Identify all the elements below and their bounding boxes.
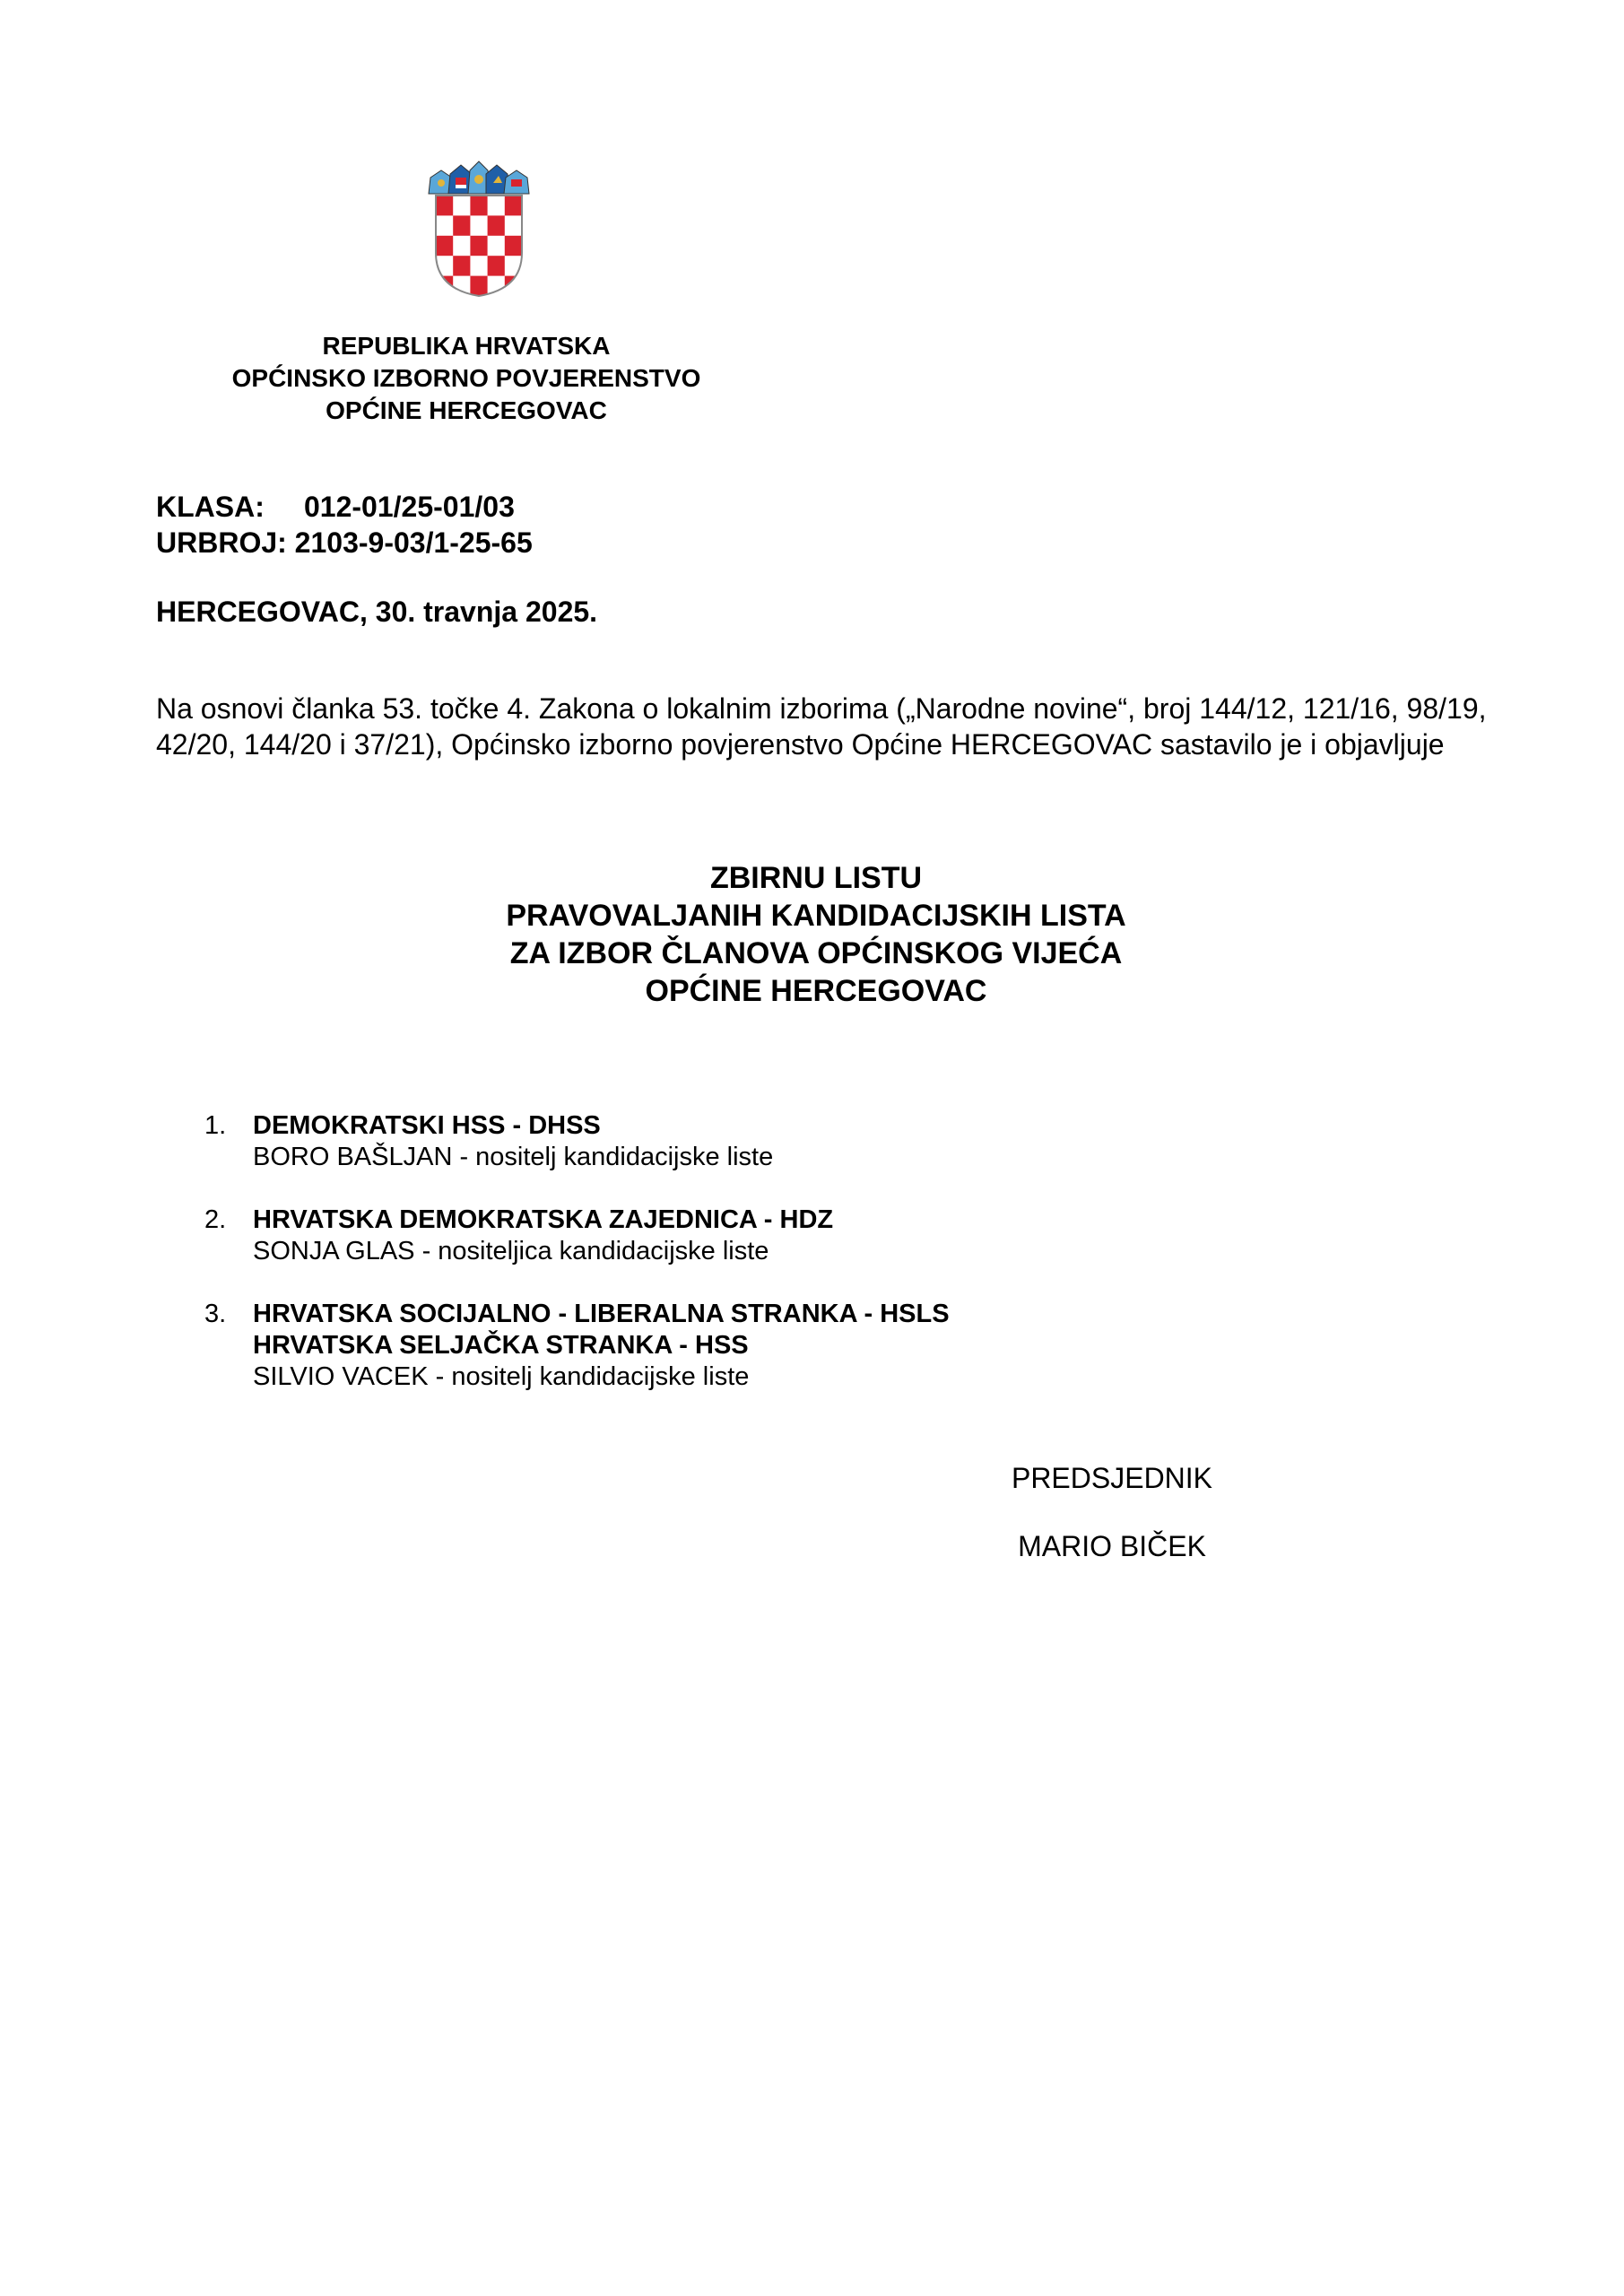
list-number: 2. — [204, 1205, 227, 1234]
signatory-title: PREDSJEDNIK — [1011, 1462, 1213, 1494]
document-heading — [359, 859, 1273, 1010]
list-item — [204, 1205, 1370, 1267]
authority-line: REPUBLIKA HRVATSKA — [322, 332, 611, 360]
party-name: HRVATSKA SELJAČKA STRANKA - HSS — [253, 1331, 749, 1360]
party-name: HRVATSKA DEMOKRATSKA ZAJEDNICA - HDZ — [253, 1205, 834, 1234]
list-holder: SILVIO VACEK - nositelj kandidacijske liste — [253, 1362, 750, 1391]
party-name: DEMOKRATSKI HSS - DHSS — [253, 1111, 601, 1140]
crown-icon — [429, 161, 529, 194]
urbroj-value: 2103-9-03/1-25-65 — [294, 526, 533, 559]
klasa-value: 012-01/25-01/03 — [304, 491, 515, 523]
heading-line: ZA IZBOR ČLANOVA OPĆINSKOG VIJEĆA — [509, 936, 1123, 970]
signature-block — [977, 1460, 1246, 1564]
heading-line: OPĆINE HERCEGOVAC — [645, 974, 987, 1008]
signatory-name: MARIO BIČEK — [1018, 1530, 1206, 1562]
heading-line: ZBIRNU LISTU — [709, 861, 923, 895]
party-name: HRVATSKA SOCIJALNO - LIBERALNA STRANKA - HSLS — [253, 1300, 950, 1328]
urbroj-row — [156, 525, 533, 561]
checkerboard-shield-icon — [436, 196, 522, 296]
candidate-lists — [204, 1110, 1370, 1424]
list-item — [204, 1110, 1370, 1173]
authority-line: OPĆINE HERCEGOVAC — [326, 396, 607, 424]
authority-line: OPĆINSKO IZBORNO POVJERENSTVO — [231, 364, 701, 392]
list-holder: BORO BAŠLJAN - nositelj kandidacijske liste — [253, 1143, 774, 1171]
klasa-label: KLASA: — [156, 491, 265, 523]
intro-paragraph: Na osnovi članka 53. točke 4. Zakona o lokalnim izborima („Narodne novine“, broj 144/12, 121/16, 98/19, 42/20, 144/20 i 37/21), Općinsko izborno povjerenstvo Općine HERCEGOVAC sastavilo je i objavljuje — [156, 692, 1487, 761]
croatian-coat-of-arms-icon — [421, 154, 536, 298]
list-holder: SONJA GLAS - nositeljica kandidacijske liste — [253, 1237, 769, 1265]
list-number: 3. — [204, 1300, 227, 1328]
place-and-date: HERCEGOVAC, 30. travnja 2025. — [156, 596, 598, 628]
heading-line: PRAVOVALJANIH KANDIDACIJSKIH LISTA — [506, 899, 1126, 933]
urbroj-label: URBROJ: — [156, 526, 287, 559]
list-number: 1. — [204, 1111, 227, 1140]
document-identifiers — [156, 489, 533, 561]
list-item — [204, 1299, 1370, 1393]
issuing-authority — [179, 330, 753, 427]
klasa-row — [156, 489, 533, 525]
